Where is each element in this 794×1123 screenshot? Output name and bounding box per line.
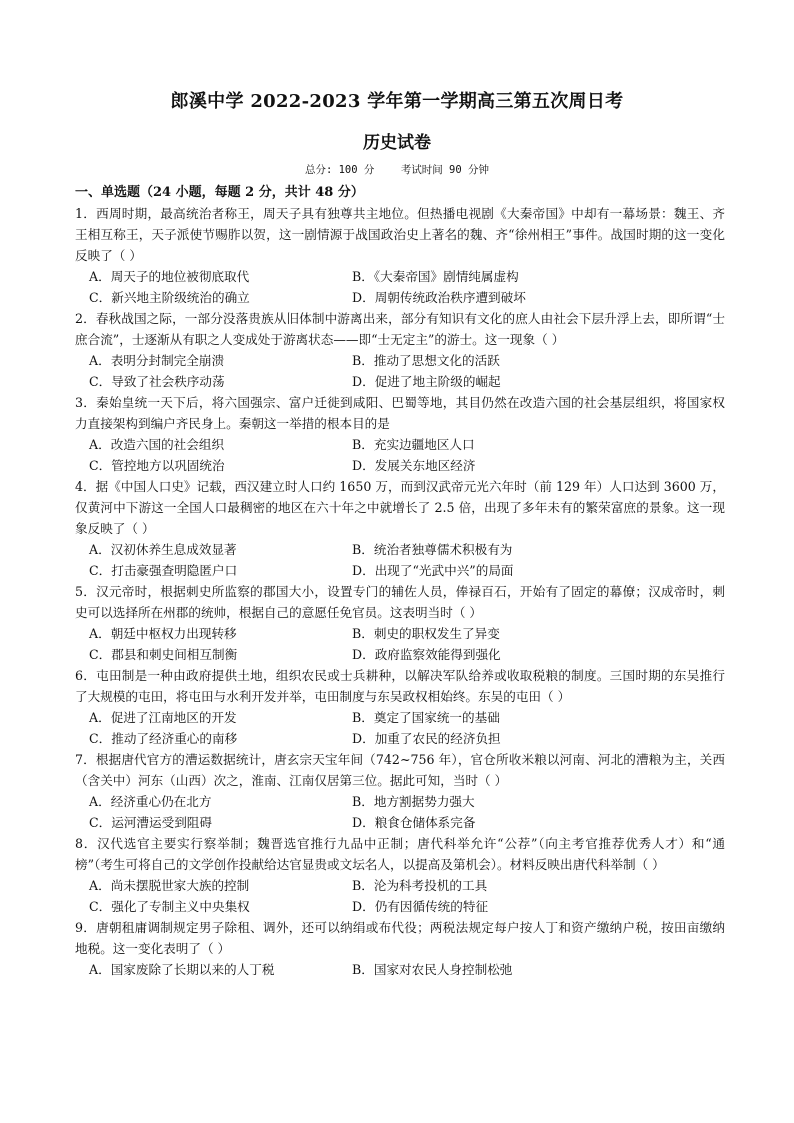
option-a: A．改造六国的社会组织: [89, 437, 225, 452]
option-b: B．地方割据势力强大: [352, 794, 475, 809]
question-options: [75, 875, 725, 917]
question-1: [75, 203, 725, 308]
option-c: C．运河漕运受到阻碍: [89, 815, 212, 830]
exam-meta: [0, 162, 794, 177]
option-b: B．奠定了国家统一的基础: [352, 710, 500, 725]
option-d: D．发展关东地区经济: [352, 458, 476, 473]
option-d: D．周朝传统政治秩序遭到破坏: [352, 290, 526, 305]
option-a: A．周天子的地位被彻底取代: [89, 269, 250, 284]
question-stem: 3．秦始皇统一天下后，将六国强宗、富户迁徙到咸阳、巴蜀等地，其目仍然在改造六国的社会基层组织，将国家权力直接架构到编户齐民身上。秦朝这一举措的根本目的是: [75, 395, 725, 431]
option-c: C．打击豪强查明隐匿户口: [89, 563, 238, 578]
exam-time: 考试时间 90 分钟: [400, 164, 490, 176]
option-c: C．郡县和刺史间相互制衡: [89, 647, 238, 662]
question-options: [75, 539, 725, 581]
question-stem: 1．西周时期，最高统治者称王，周天子具有独尊共主地位。但热播电视剧《大秦帝国》中却有一幕场景：魏王、齐王相互称王，天子派使节赐胙以贺，这一剧情源于战国政治史上著名的魏、齐“徐州相王”事件。战国时期的这一变化反映了（ ）: [75, 206, 725, 263]
question-9: [75, 917, 725, 980]
question-8: [75, 833, 725, 917]
total-score: 总分: 100 分: [304, 164, 375, 176]
option-a: A．尚未摆脱世家大族的控制: [89, 878, 250, 893]
question-stem: 2．春秋战国之际，一部分没落贵族从旧体制中游离出来，部分有知识有文化的庶人由社会下层升浮上去，即所谓“士庶合流”，士逐渐从有职之人变成处于游离状态——即“士无定主”的游士。这一现象（ ）: [75, 311, 725, 347]
exam-title: 郎溪中学 2022-2023 学年第一学期高三第五次周日考: [170, 91, 624, 112]
option-b: B．推动了思想文化的活跃: [352, 353, 500, 368]
option-b: B．《大秦帝国》剧情纯属虚构: [352, 269, 519, 284]
option-b: B．国家对农民人身控制松弛: [352, 962, 513, 977]
question-stem: 8．汉代选官主要实行察举制；魏晋选官推行九品中正制；唐代科举允许“公荐”（向主考官推荐优秀人才）和“通榜”（考生可将自己的文学创作投献给达官显贵或文坛名人，以提高及第机会）。材料反映出唐代科举制（ ）: [75, 836, 725, 872]
option-d: D．粮食仓储体系完备: [352, 815, 476, 830]
question-options: [75, 266, 725, 308]
option-c: C．新兴地主阶级统治的确立: [89, 290, 250, 305]
option-a: A．表明分封制完全崩溃: [89, 353, 225, 368]
question-options: [75, 707, 725, 749]
option-a: A．促进了江南地区的开发: [89, 710, 237, 725]
option-d: D．仍有因循传统的特征: [352, 899, 489, 914]
exam-subtitle: 历史试卷: [363, 133, 431, 153]
option-a: A．经济重心仍在北方: [89, 794, 212, 809]
question-6: [75, 665, 725, 749]
question-options: [75, 350, 725, 392]
question-2: [75, 308, 725, 392]
question-stem: 6．屯田制是一种由政府提供土地，组织农民或士兵耕种，以解决军队给养或收取税粮的制度。三国时期的东吴推行了大规模的屯田，将屯田与水利开发并举，屯田制度与东吴政权相始终。东吴的屯田（ ）: [75, 668, 725, 704]
question-5: [75, 581, 725, 665]
option-b: B．沦为科考投机的工具: [352, 878, 488, 893]
question-7: [75, 749, 725, 833]
question-3: [75, 392, 725, 476]
option-d: D．出现了“光武中兴”的局面: [352, 563, 514, 578]
section-heading: 一、单选题（24 小题，每题 2 分，共计 48 分）: [75, 185, 364, 200]
option-c: C．管控地方以巩固统治: [89, 458, 225, 473]
question-stem: 5．汉元帝时，根据刺史所监察的郡国大小，设置专门的辅佐人员，俸禄百石，开始有了固定的幕僚；汉成帝时，刺史可以选择所在州郡的统帅，根据自己的意愿任免官员。这表明当时（ ）: [75, 584, 725, 620]
question-stem: 9．唐朝租庸调制规定男子除租、调外，还可以纳绢或布代役；两税法规定每户按人丁和资产缴纳户税，按田亩缴纳地税。这一变化表明了（ ）: [75, 920, 725, 956]
option-a: A．汉初休养生息成效显著: [89, 542, 237, 557]
question-stem: 7．根据唐代官方的漕运数据统计，唐玄宗天宝年间（742~756 年），官仓所收米粮以河南、河北的漕粮为主，关西（含关中）河东（山西）次之，淮南、江南仅居第三位。据此可知，当时（ ）: [75, 752, 725, 788]
question-options: [75, 623, 725, 665]
option-b: B．充实边疆地区人口: [352, 437, 475, 452]
question-options: [75, 959, 725, 980]
question-4: [75, 476, 725, 581]
question-options: [75, 791, 725, 833]
option-a: A．国家废除了长期以来的人丁税: [89, 962, 275, 977]
option-c: C．强化了专制主义中央集权: [89, 899, 250, 914]
question-list: [75, 203, 725, 980]
option-d: D．加重了农民的经济负担: [352, 731, 501, 746]
option-a: A．朝廷中枢权力出现转移: [89, 626, 237, 641]
question-options: [75, 434, 725, 476]
option-b: B．统治者独尊儒术积极有为: [352, 542, 513, 557]
option-c: C．导致了社会秩序动荡: [89, 374, 225, 389]
option-d: D．政府监察效能得到强化: [352, 647, 501, 662]
question-stem: 4．据《中国人口史》记载，西汉建立时人口约 1650 万，而到汉武帝元光六年时（前 129 年）人口达到 3600 万，仅黄河中下游这一全国人口最稠密的地区在六十年之中就增长了 2.5 倍，出现了多年未有的繁荣富庶的景象。这一现象反映了（ ）: [75, 479, 725, 536]
option-b: B．刺史的职权发生了异变: [352, 626, 500, 641]
option-c: C．推动了经济重心的南移: [89, 731, 238, 746]
option-d: D．促进了地主阶级的崛起: [352, 374, 501, 389]
